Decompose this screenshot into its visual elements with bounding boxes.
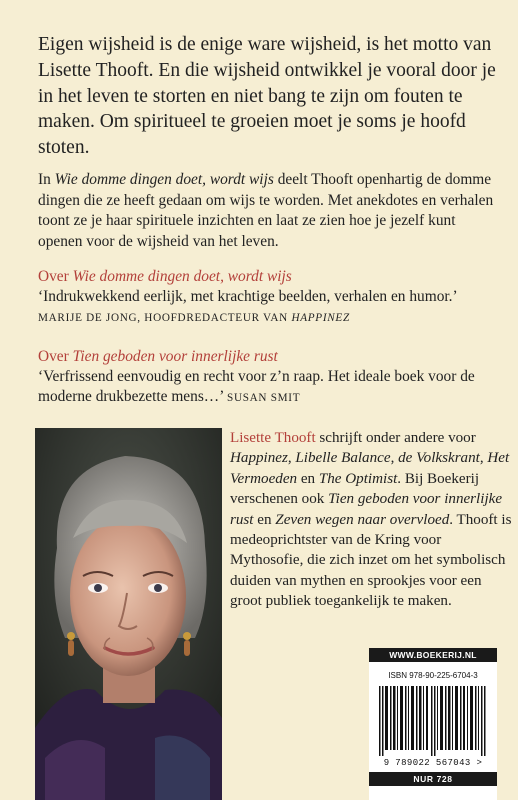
review-book-title: Wie domme dingen doet, wordt wijs — [72, 268, 292, 285]
review-quote-1 — [38, 267, 508, 328]
review-over-label: Over — [38, 348, 73, 365]
bio-text: . Thooft is medeoprichtster van de Kring voor Mythosofie, die zich inzet om het symbolisch duiden van mythen en sprookjes voor een groot publiek toegankelijk te maken. — [230, 511, 512, 610]
bio-text: en — [297, 470, 319, 487]
bio-text: schrijft onder andere voor — [315, 430, 476, 446]
bio-magazine: Happinez — [230, 450, 288, 467]
intro-text: Eigen wijsheid is de enige ware wijsheid, is het motto van Lisette Thooft. En die wijsheid ontwikkel je vooral door je in het leven te storten en niet bang te zijn om fouten te maken. Om spiritueel te groeien moet je soms je hoofd stoten. — [38, 34, 496, 159]
author-photo — [35, 428, 222, 800]
isbn-label: ISBN 978-90-225-6704-3 — [388, 671, 478, 680]
bio-magazine: Het Vermoeden — [230, 450, 510, 487]
description-prefix: In — [38, 171, 55, 188]
review-text: ‘Indrukwekkend eerlijk, met krachtige beelden, verhalen en humor.’ — [38, 288, 458, 305]
bio-magazine: The Optimist — [318, 470, 398, 487]
review-attribution — [38, 307, 508, 328]
review-text — [38, 367, 508, 408]
review-book-title: Tien geboden voor innerlijke rust — [72, 348, 278, 365]
review-quote-2 — [38, 347, 508, 408]
bio-magazine: Libelle Balance — [295, 450, 391, 467]
barcode-digits: 9 789022 567043 > — [383, 758, 483, 768]
bio-text: , — [287, 450, 296, 467]
review-attribution-name: SUSAN SMIT — [227, 392, 301, 404]
review-attribution-magazine: HAPPINEZ — [291, 312, 350, 324]
description-paragraph — [38, 170, 503, 252]
publisher-url: WWW.BOEKERIJ.NL — [369, 648, 497, 662]
author-bio — [230, 428, 515, 612]
review-heading — [38, 347, 508, 367]
review-heading — [38, 267, 508, 287]
bio-book-title: Tien geboden voor innerlijke rust — [230, 491, 503, 528]
barcode-panel — [369, 648, 497, 800]
bio-text: , — [390, 450, 399, 467]
review-over-label: Over — [38, 268, 73, 285]
bio-text: , — [479, 450, 488, 467]
bio-text: . Bij Boekerij verschenen ook — [230, 470, 480, 508]
nur-label: NUR 728 — [369, 772, 497, 786]
bio-magazine: de Volkskrant — [398, 450, 480, 467]
bio-text: en — [253, 511, 276, 528]
bio-book-title: Zeven wegen naar overvloed — [275, 511, 450, 528]
description-book-title: Wie domme dingen doet, wordt wijs — [54, 171, 274, 188]
review-text-body: ‘Verfrissend eenvoudig en recht voor z’n raap. Het ideale boek voor de moderne drukbezette mens…’ — [38, 368, 475, 405]
barcode-icon — [379, 686, 487, 756]
description-rest: deelt Thooft openhartig de domme dingen die ze heeft gedaan om wijs te worden. Met anekdotes en verhalen toont ze je haar spirituele inzichten en laat ze zien hoe je jezelf kunt openen voor de wijsheid van het leven. — [38, 171, 494, 250]
author-name: Lisette Thooft — [230, 430, 316, 446]
review-attribution-name: MARIJE DE JONG, HOOFDREDACTEUR VAN — [38, 312, 292, 324]
